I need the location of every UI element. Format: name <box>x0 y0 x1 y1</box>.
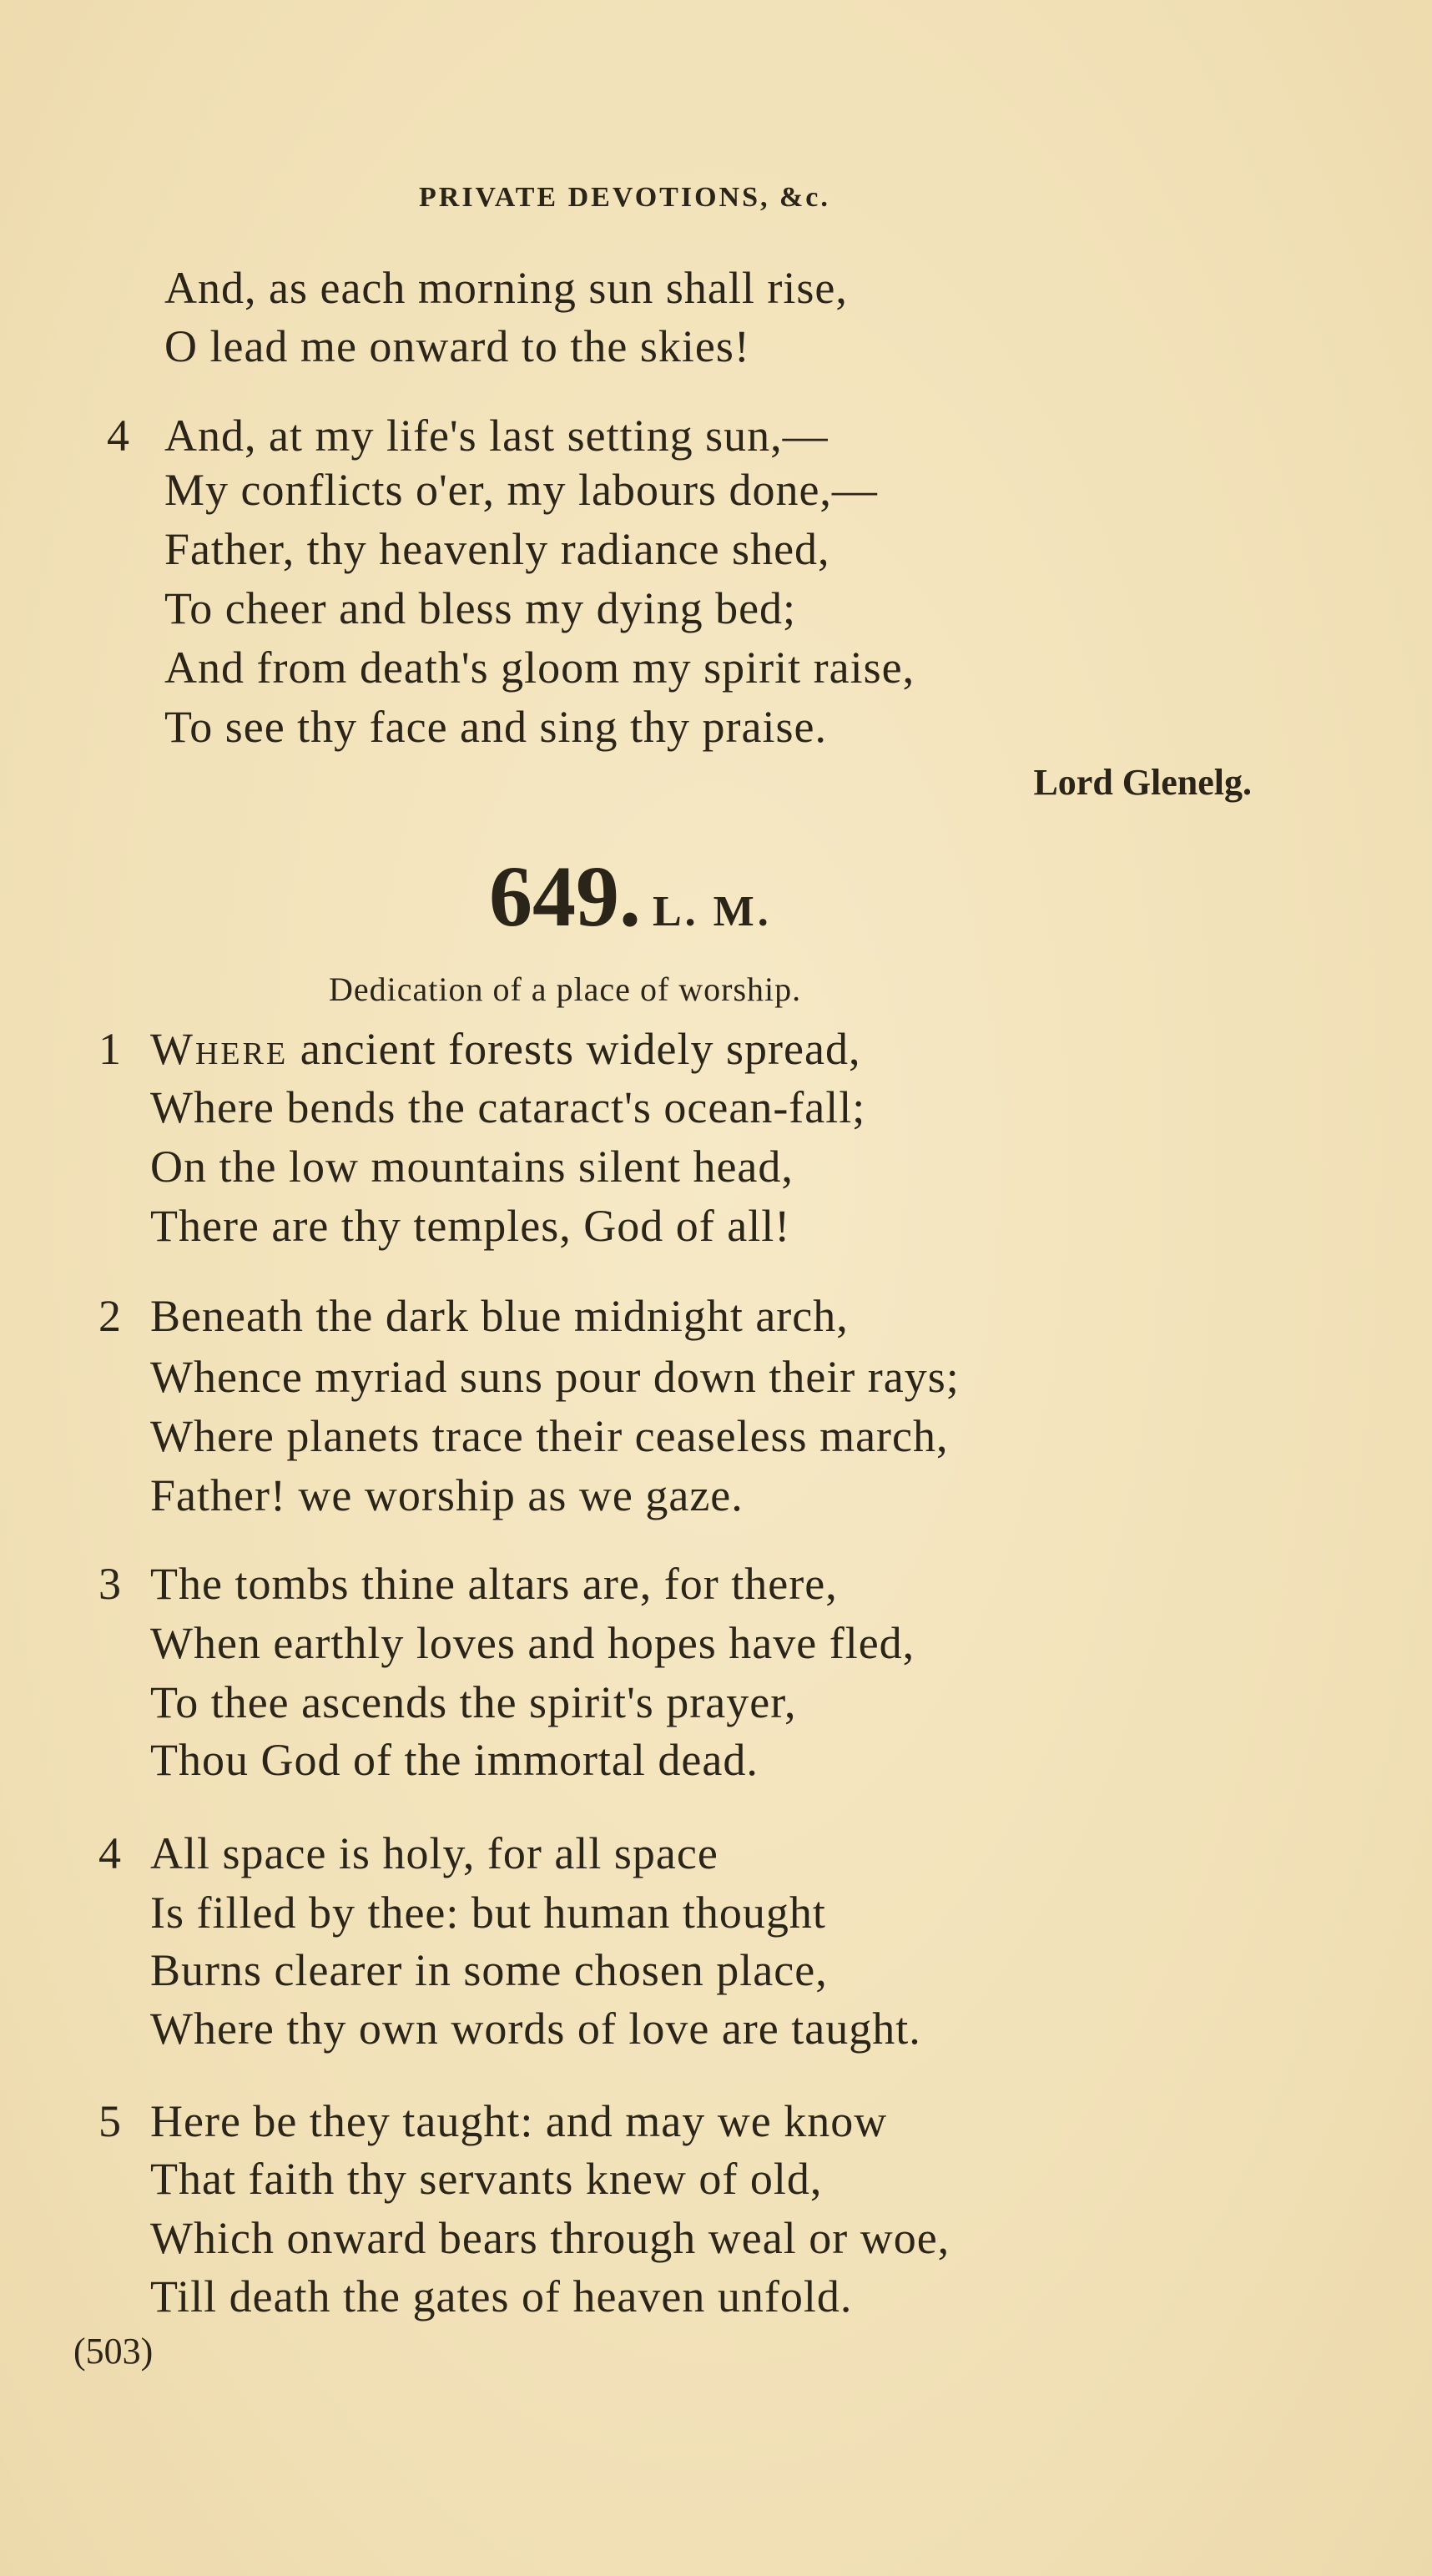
stanza-number: 1 <box>98 1024 121 1074</box>
verse-line: My conflicts o'er, my labours done,— <box>164 465 878 515</box>
verse-line: Where bends the cataract's ocean-fall; <box>150 1082 866 1132</box>
stanza-number: 4 <box>98 1828 121 1878</box>
first-word-small-caps: Where <box>150 1024 289 1074</box>
verse-line: Where thy own words of love are taught. <box>150 2004 921 2054</box>
page-number: (503) <box>73 2331 154 2372</box>
hymn-heading <box>489 851 772 958</box>
verse-line: Father, thy heavenly radiance shed, <box>164 524 830 574</box>
verse-line: And from death's gloom my spirit raise, <box>164 643 915 693</box>
verse-line: Here be they taught: and may we know <box>150 2096 888 2146</box>
stanza-number: 2 <box>98 1291 121 1341</box>
verse-line: And, at my life's last setting sun,— <box>164 411 829 461</box>
author-attribution: Lord Glenelg. <box>1033 762 1252 803</box>
verse-line <box>150 1020 860 1078</box>
verse-line: And, as each morning sun shall rise, <box>164 263 848 313</box>
verse-line: To cheer and bless my dying bed; <box>164 583 797 633</box>
stanza-number: 3 <box>98 1559 121 1609</box>
verse-line: Burns clearer in some chosen place, <box>150 1945 828 1995</box>
hymn-number: 649. <box>489 849 641 945</box>
verse-line: On the low mountains silent head, <box>150 1142 794 1192</box>
line-rest: ancient forests widely spread, <box>288 1024 861 1074</box>
verse-line: Is filled by thee: but human thought <box>150 1888 826 1938</box>
verse-line: Where planets trace their ceaseless march, <box>150 1411 949 1461</box>
verse-line: Thou God of the immortal dead. <box>150 1735 759 1785</box>
verse-line: There are thy temples, God of all! <box>150 1201 791 1251</box>
verse-line: Till death the gates of heaven unfold. <box>150 2271 853 2321</box>
verse-line: The tombs thine altars are, for there, <box>150 1559 838 1609</box>
verse-line: Whence myriad suns pour down their rays; <box>150 1352 960 1402</box>
hymn-subtitle: Dedication of a place of worship. <box>329 970 802 1008</box>
verse-line: That faith thy servants knew of old, <box>150 2154 823 2204</box>
verse-line: To thee ascends the spirit's prayer, <box>150 1677 797 1727</box>
verse-line: Father! we worship as we gaze. <box>150 1470 744 1520</box>
hymn-meter: L. M. <box>653 888 772 935</box>
stanza-number: 4 <box>107 411 129 461</box>
verse-line: O lead me onward to the skies! <box>164 321 750 371</box>
verse-line: All space is holy, for all space <box>150 1828 719 1878</box>
verse-line: When earthly loves and hopes have fled, <box>150 1618 915 1668</box>
running-header: PRIVATE DEVOTIONS, &c. <box>419 182 830 213</box>
verse-line: To see thy face and sing thy praise. <box>164 702 827 752</box>
verse-line: Which onward bears through weal or woe, <box>150 2213 950 2263</box>
stanza-number: 5 <box>98 2096 121 2146</box>
verse-line: Beneath the dark blue midnight arch, <box>150 1291 849 1341</box>
